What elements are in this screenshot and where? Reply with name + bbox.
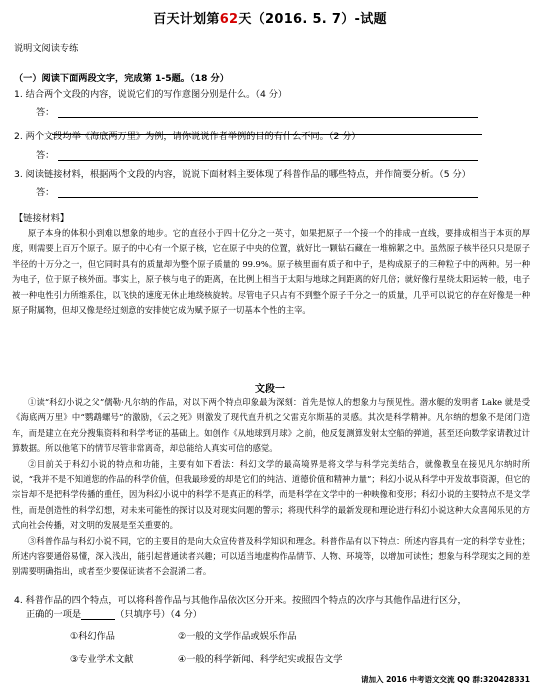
answer-line-2[interactable] xyxy=(36,147,478,161)
title-day-number: 62 xyxy=(219,12,239,27)
material-text xyxy=(12,226,530,318)
question-1: 1. 结合两个文段的内容，说说它们的写作意图分别是什么。（4 分） xyxy=(14,89,288,100)
answer-label: 答： xyxy=(36,150,55,161)
fill-suffix: （只填序号）（4 分） xyxy=(115,609,202,620)
fill-blank[interactable] xyxy=(81,610,115,620)
title-prefix: 百天计划第 xyxy=(153,12,220,27)
question-3: 3. 阅读链接材料，根据两个文段的内容，说说下面材料主要体现了科普作品的哪些特点，并作简要分析。（5 分） xyxy=(14,169,471,180)
part-instruction: （一）阅读下面两段文字，完成第 1-5题。（18 分） xyxy=(14,73,229,84)
passage-1-paragraph-1: ①读“科幻小说之父”儒勒·凡尔纳的作品，对以下两个特点印象最为深刻：首先是惊人的想象力与预见性。潜水艇的发明者 Lake 就是受《海底两万里》中“鹦鹉螺号”的激励，《云之死》则激发了现代直升机之父雷克尔斯基的灵感。其次是科学精神。凡尔纳的想象不是闭门造车，而是建立在充分搜集资料和科学考证的基础上。如创作《从地球到月球》之前，他反复测算发射太空船的弹道，甚至还向数学家请教过计算数据。所以他笔下的情节尽管非常离奇，却总能给人真实可信的感觉。 xyxy=(12,397,530,454)
option-4: ④一般的科学新闻、科学纪实或报告文学 xyxy=(178,654,343,665)
option-2: ②一般的文学作品或娱乐作品 xyxy=(178,631,297,642)
material-paragraph: 原子本身的体积小到难以想象的地步。它的直径小于四十亿分之一英寸，如果把原子一个接一个的排成一直线，要排成相当于本页的厚度，则需要上百万个原子。原子的中心有一个原子核，它在原子中央的位置，就好比一颗钻石藏在一堆棉絮之中。虽然原子核半径只只是原子半径的十万分之一，但它同时具有的质量却为整个原子质量的 99.9%。原子核里面有质子和中子，是构成原子的三种粒子中的两种。另一种为电子，位于原子核外面。事实上，原子核与电子的距离，在比例上相当于太阳与地球之间距离的好几倍；就好像行星绕太阳运转一般，电子被一种电性引力所维系住，以飞快的速度无休止地绕核旋转。尽管电子只占有不到整个原子千分之一的质量，几乎可以说它的存在好像是一种原子附属物，但却又像是经过刻意的安排使它成为赋予原子一切基本个性的主宰。 xyxy=(12,228,530,316)
answer-line-1[interactable] xyxy=(36,104,478,118)
material-label: 【链接材料】 xyxy=(14,213,70,224)
option-1: ①科幻作品 xyxy=(70,631,115,642)
answer-line-3[interactable] xyxy=(36,184,478,198)
question-4-fill xyxy=(26,606,202,620)
passage-1-paragraph-2: ②目前关于科幻小说的特点和功能，主要有如下看法：科幻文学的最高境界是将文学与科学完美结合，就像教皇在接见凡尔纳时所说，“我并不是不知道您的作品的科学价值，但我最珍爱的却是它们的纯洁、道德价值和精神力量”；科幻小说从科学中开发故事资源，但它的宗旨却不是把科学传播的重任，因为科幻小说中的科学不是真正的科学，而是科学在文学中的一种映像和变形；科幻小说的主要特点不是文学性，而是创造性的科学幻想，对未来可能性的探讨以及对现实问题的警示；将现代科学的最新发现和理论进行科幻小说这种大众喜闻乐见的方式向社会传播，对文明的发展是至关重要的。 xyxy=(12,458,530,531)
title-suffix: 天（2016. 5. 7）-试题 xyxy=(238,12,387,27)
footer-note: 请加入 2016 中考语文交流 QQ 群:320428331 xyxy=(360,675,530,684)
section-heading: 说明文阅读专练 xyxy=(14,43,79,54)
question-4: 4. 科普作品的四个特点，可以将科普作品与其他作品依次区分开来。按照四个特点的次序与其他作品进行区分， xyxy=(14,595,467,606)
option-3: ③专业学术文献 xyxy=(70,654,134,665)
page-title xyxy=(0,8,540,27)
fill-prefix: 正确的一项是 xyxy=(26,609,82,620)
passage-1-title: 文段一 xyxy=(255,384,285,395)
question-2: 2. 两个文段均举《海底两万里》为例，请你说说作者举例的目的有什么不同。（2 分） xyxy=(14,131,361,142)
answer-label: 答： xyxy=(36,187,55,198)
passage-1-body xyxy=(12,395,530,580)
passage-1-paragraph-3: ③科普作品与科幻小说不同，它的主要目的是向大众宣传普及科学知识和理念。科普作品有以下特点：所述内容具有一定的科学专业性；所述内容要通俗易懂，深入浅出，能引起普通读者兴趣；可以适当地虚构作品情节、人物、环境等，以增加可读性；想象与科学现实之间的差别需要明确指出，或者至少要保证读者不会混淆二者。 xyxy=(12,535,530,577)
answer-label: 答： xyxy=(36,107,55,118)
